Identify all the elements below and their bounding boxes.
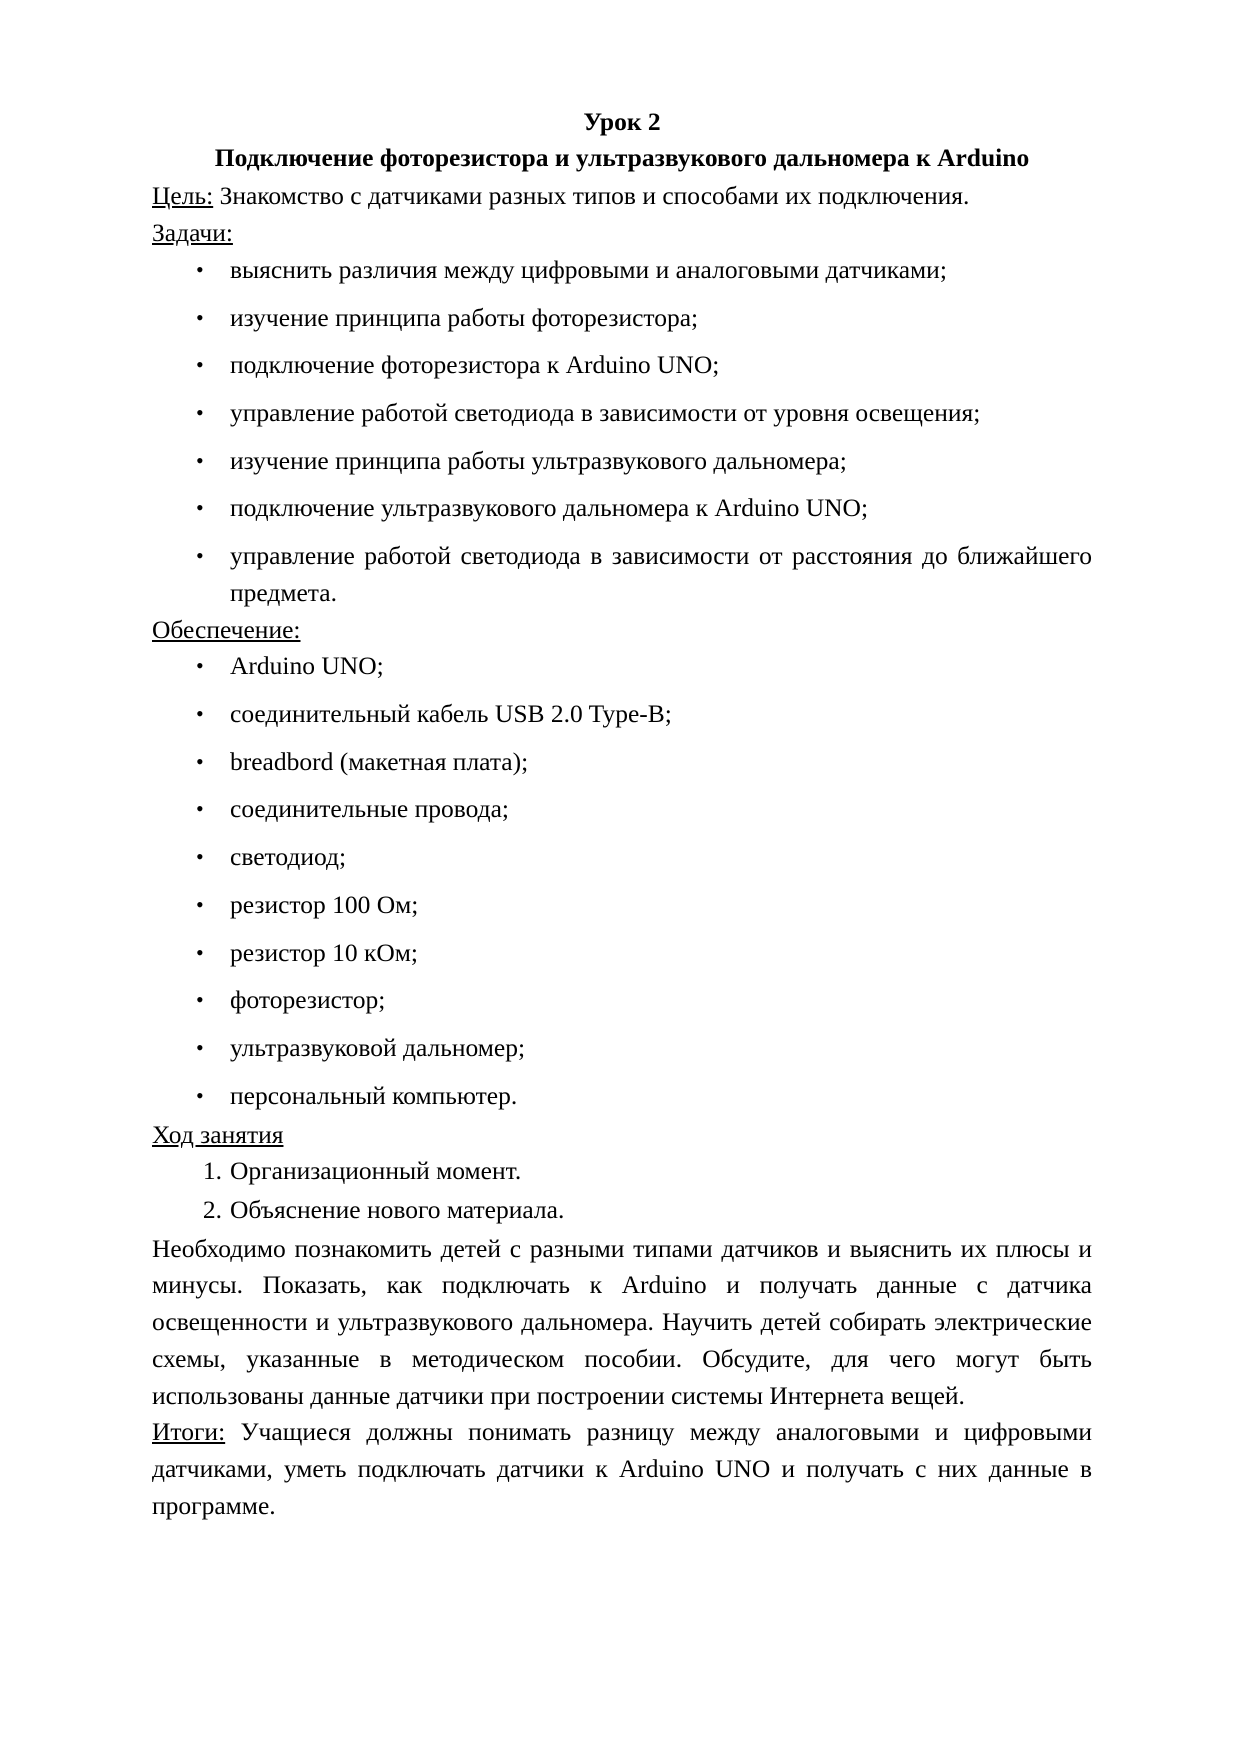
equipment-list — [152, 648, 1092, 1114]
list-item-text: выяснить различия между цифровыми и аналоговыми датчиками; — [230, 254, 947, 284]
tasks-label: Задачи: — [152, 218, 233, 248]
bullet-icon: • — [196, 1035, 204, 1061]
list-item-text: соединительный кабель USB 2.0 Type-B; — [230, 699, 672, 729]
lesson-flow-label: Ход занятия — [152, 1119, 284, 1149]
list-item — [152, 443, 1092, 480]
list-item — [152, 252, 1092, 289]
list-item — [152, 300, 1092, 337]
list-item — [152, 887, 1092, 924]
goal-text: Знакомство с датчиками разных типов и способами их подключения. — [213, 181, 970, 211]
list-item-text: подключение ультразвукового дальномера к Arduino UNO; — [230, 493, 869, 523]
list-item — [152, 982, 1092, 1019]
list-item — [152, 696, 1092, 733]
list-item-text: breadbord (макетная плата); — [230, 746, 529, 776]
list-item-text: управление работой светодиода в зависимости от уровня освещения; — [230, 398, 981, 427]
document-subtitle: Подключение фоторезистора и ультразвукового дальномера к Arduino — [214, 143, 1030, 173]
document-body — [152, 104, 1092, 1524]
list-item — [152, 935, 1092, 972]
list-item-text: светодиод; — [230, 842, 347, 872]
list-item-text: соединительные провода; — [230, 794, 509, 824]
bullet-icon: • — [196, 543, 204, 569]
list-item — [152, 791, 1092, 828]
bullet-icon: • — [196, 891, 204, 917]
list-item — [152, 347, 1092, 384]
list-item-text: персональный компьютер. — [230, 1080, 518, 1110]
lesson-flow-list — [152, 1153, 1092, 1228]
lesson-flow-heading — [152, 1117, 1092, 1154]
bullet-icon: • — [196, 844, 204, 870]
equipment-label: Обеспечение: — [152, 614, 301, 644]
list-item-number: 1. — [202, 1156, 222, 1186]
bullet-icon: • — [196, 939, 204, 965]
bullet-icon: • — [196, 1082, 204, 1108]
bullet-icon: • — [196, 256, 204, 282]
list-item-text: резистор 10 кОм; — [230, 937, 419, 967]
bullet-icon: • — [196, 447, 204, 473]
document-title: Урок 2 — [583, 107, 661, 136]
list-item — [152, 1030, 1092, 1067]
goal-label: Цель: — [152, 181, 214, 211]
equipment-heading — [152, 612, 1092, 649]
list-item — [152, 1153, 1092, 1190]
list-item — [152, 1192, 1092, 1229]
bullet-icon: • — [196, 653, 204, 679]
tasks-heading — [152, 215, 1092, 252]
results-paragraph — [152, 1414, 1092, 1524]
list-item — [152, 538, 1092, 611]
bullet-icon: • — [196, 796, 204, 822]
tasks-list — [152, 252, 1092, 612]
list-item-text: Организационный момент. — [230, 1156, 522, 1186]
bullet-icon: • — [196, 352, 204, 378]
main-paragraph: Необходимо познакомить детей с разными типами датчиков и выяснить их плюсы и минусы. Показать, как подключать к Arduino и получать данные с датчика освещенности и ультразвукового дальномера. Научить детей собирать электрические схемы, указанные в методическом пособии. Обсудите, для чего могут быть использованы данные датчики при построении системы Интернета вещей. — [152, 1233, 1092, 1410]
list-item — [152, 490, 1092, 527]
list-item-text: изучение принципа работы фоторезистора; — [230, 302, 699, 332]
list-item-text: ультразвуковой дальномер; — [230, 1033, 526, 1063]
list-item-text: подключение фоторезистора к Arduino UNO; — [230, 350, 720, 380]
bullet-icon: • — [196, 748, 204, 774]
results-label: Итоги: — [152, 1417, 226, 1447]
list-item — [152, 839, 1092, 876]
list-item-text: Объяснение нового материала. — [230, 1194, 565, 1224]
list-item-text: резистор 100 Ом; — [230, 889, 419, 919]
bullet-icon: • — [196, 495, 204, 521]
list-item-text: Arduino UNO; — [230, 651, 384, 681]
bullet-icon: • — [196, 701, 204, 727]
list-item-text: управление работой светодиода в зависимости от расстояния до ближайшего предмета. — [230, 541, 1092, 607]
list-item — [152, 1078, 1092, 1115]
list-item — [152, 744, 1092, 781]
bullet-icon: • — [196, 304, 204, 330]
bullet-icon: • — [196, 987, 204, 1013]
bullet-icon: • — [196, 400, 204, 425]
goal-paragraph — [152, 178, 1092, 215]
list-item-text: фоторезистор; — [230, 985, 386, 1015]
list-item — [152, 395, 1092, 432]
results-text: Учащиеся должны понимать разницу между аналоговыми и цифровыми датчиками, уметь подключать датчики к Arduino UNO и получать с них данные в программе. — [152, 1417, 1092, 1520]
list-item — [152, 648, 1092, 685]
list-item-number: 2. — [202, 1194, 222, 1224]
list-item-text: изучение принципа работы ультразвукового дальномера; — [230, 445, 847, 475]
